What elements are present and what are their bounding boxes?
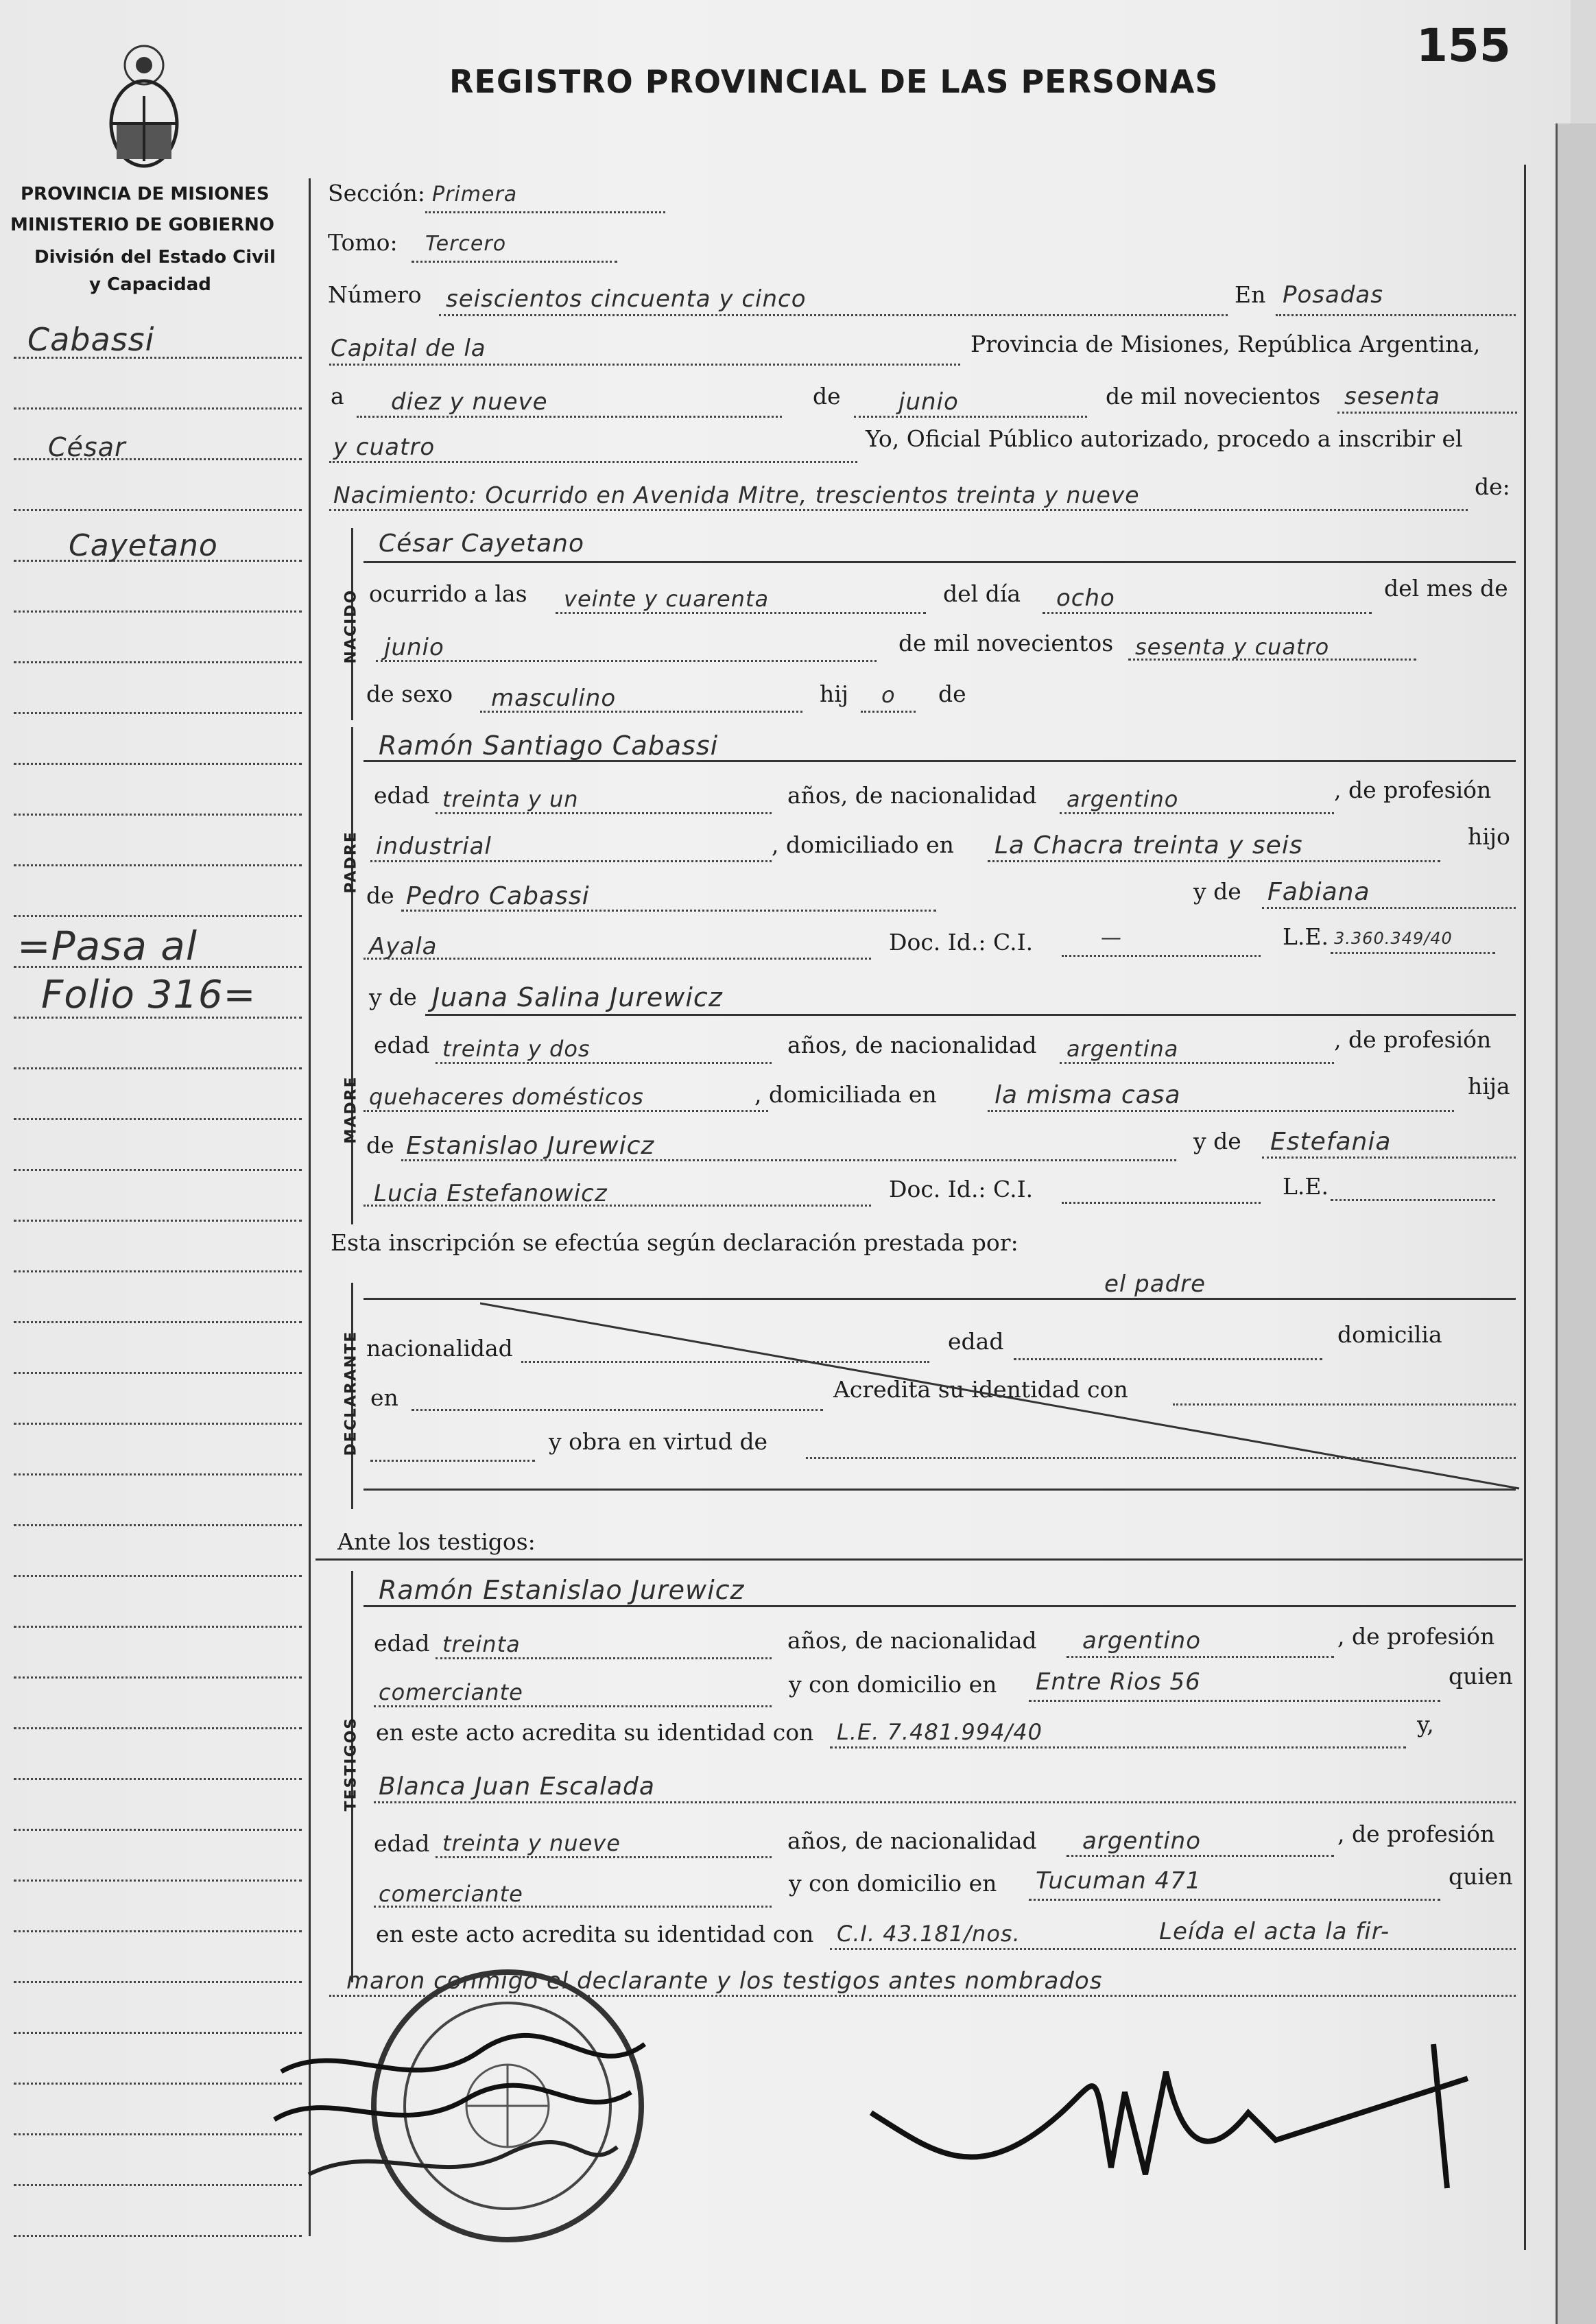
madre-section-label: MADRE: [342, 1076, 360, 1144]
padre-name-line: [364, 760, 1516, 762]
padre-dom-label: , domiciliado en: [772, 831, 954, 858]
padre-doc-label: Doc. Id.: C.I.: [889, 929, 1034, 956]
margin-ruled-line: [14, 610, 302, 613]
seccion-label: Sección:: [328, 180, 425, 206]
margin-ruled-line: [14, 2235, 302, 2237]
numero-line: [439, 314, 1228, 316]
margin-ruled-line: [14, 1778, 302, 1780]
madre-dom-line: [988, 1110, 1454, 1112]
margin-ruled-line: [14, 1676, 302, 1679]
padre-madre-line-1: [1262, 907, 1516, 909]
margin-ruled-line: [14, 1372, 302, 1374]
acto-value: Nacimiento: Ocurrido en Avenida Mitre, trescientos treinta y nueve: [333, 482, 1140, 508]
margin-ruled-line: [14, 1270, 302, 1272]
padre-madre-line-2: [364, 958, 871, 960]
margin-ruled-line: [14, 407, 302, 410]
hora-value: veinte y cuarenta: [564, 586, 770, 612]
testigo-2-acredita-label: en este acto acredita su identidad con: [376, 1921, 814, 1947]
madre-dom-label: , domiciliada en: [754, 1081, 937, 1108]
nacido-section-label: NACIDO: [342, 589, 360, 664]
madre-edad-label: edad: [374, 1032, 430, 1058]
margin-ruled-line: [14, 712, 302, 714]
padre-doc-line: [1062, 955, 1261, 957]
madre-nac-line: [1060, 1062, 1334, 1064]
testigos-top-line: [315, 1558, 1523, 1561]
margin-ruled-line: [14, 814, 302, 816]
witness-signatures: [261, 2024, 672, 2202]
margin-divider: [309, 178, 311, 2236]
madre-dom-value: la misma casa: [994, 1081, 1181, 1109]
nacido-mil-label: de mil novecientos: [898, 630, 1114, 656]
hij-suffix: o: [881, 682, 896, 708]
madre-padre-value: Estanislao Jurewicz: [406, 1132, 655, 1160]
issuer-ministry: MINISTERIO DE GOBIERNO: [10, 215, 275, 235]
hij-label: hij: [820, 680, 849, 707]
testigo-1-dom-value: Entre Rios 56: [1036, 1668, 1201, 1696]
en-label: En: [1235, 281, 1266, 308]
madre-prof-line: [364, 1110, 768, 1112]
capital-value: Capital de la: [331, 335, 486, 362]
closing-value: maron conmigo el declarante y los testigos antes nombrados: [346, 1967, 1103, 1995]
declarante-en-label: en: [370, 1384, 398, 1411]
madre-y-de-label: y de: [369, 984, 417, 1010]
nacido-anio-line: [1128, 659, 1416, 661]
testigo-2-edad-value: treinta y nueve: [442, 1830, 621, 1856]
testigo-1-edad-label: edad: [374, 1630, 430, 1657]
testigo-2-doc-line: [830, 1948, 1516, 1950]
de-label: de: [813, 383, 841, 410]
margin-ruled-line: [14, 1118, 302, 1120]
padre-y-de-label: y de: [1193, 878, 1241, 905]
de-colon: de:: [1475, 473, 1510, 500]
padre-le-value: 3.360.349/40: [1334, 929, 1453, 948]
issuer-capacity: y Capacidad: [89, 274, 211, 295]
del-dia-label: del día: [943, 580, 1021, 607]
nacido-dia-line: [1043, 612, 1372, 614]
testigo-2-quien-label: quien: [1449, 1863, 1513, 1890]
padre-nac-label: años, de nacionalidad: [787, 782, 1037, 809]
mil-label: de mil novecientos: [1106, 383, 1321, 410]
madre-de-label: de: [366, 1132, 394, 1159]
testigo-1-prof-value: comerciante: [379, 1679, 523, 1705]
leida-value: Leída el acta la fir-: [1159, 1918, 1390, 1945]
testigo-2-nac-line: [1067, 1855, 1334, 1857]
madre-madre-line-2: [364, 1205, 871, 1207]
testigo-1-prof-label: , de profesión: [1337, 1623, 1495, 1650]
madre-doc-label: Doc. Id.: C.I.: [889, 1176, 1034, 1202]
margin-ruled-line: [14, 1423, 302, 1425]
issuer-division: División del Estado Civil: [34, 247, 276, 268]
testigo-1-edad-value: treinta: [442, 1631, 521, 1657]
a-label: a: [331, 383, 344, 410]
margin-note-line-2: Folio 316=: [41, 973, 257, 1017]
hora-line: [556, 612, 926, 614]
padre-padre-line: [401, 910, 936, 912]
testigo-2-prof-value: comerciante: [379, 1881, 523, 1907]
testigo-1-nac-label: años, de nacionalidad: [787, 1627, 1037, 1654]
numero-value: seiscientos cincuenta y cinco: [446, 285, 807, 313]
testigo-1-acredita-label: en este acto acredita su identidad con: [376, 1719, 814, 1746]
declarante-section-label: DECLARANTE: [342, 1330, 360, 1456]
declarante-nac-label: nacionalidad: [366, 1335, 513, 1362]
margin-ruled-line: [14, 1575, 302, 1577]
margin-note-line-1: =Pasa al: [17, 923, 198, 969]
madre-doc-line: [1062, 1202, 1261, 1204]
madre-padre-line: [401, 1159, 1176, 1161]
padre-madre-value-2: Ayala: [369, 933, 438, 960]
testigo-1-nac-line: [1067, 1656, 1334, 1658]
padre-le-label: L.E.: [1283, 923, 1329, 950]
provincia-text: Provincia de Misiones, República Argentina,: [970, 331, 1481, 357]
numero-label: Número: [328, 281, 422, 308]
anio-line-1: [1337, 412, 1517, 414]
margin-name-2: Cayetano: [69, 528, 218, 563]
testigo-1-name-line: [364, 1605, 1516, 1607]
margin-ruled-line: [14, 2133, 302, 2135]
hij-line: [861, 711, 916, 713]
anio-value-2: y cuatro: [333, 434, 436, 461]
margin-ruled-line: [14, 2184, 302, 2186]
official-signature: [864, 2030, 1481, 2209]
testigo-1-nombre: Ramón Estanislao Jurewicz: [379, 1575, 745, 1605]
testigo-1-y-label: y,: [1417, 1711, 1434, 1738]
tomo-line: [412, 261, 617, 263]
padre-padre-value: Pedro Cabassi: [406, 882, 590, 910]
margin-surname: Cabassi: [27, 321, 155, 358]
page-edge: [1556, 123, 1596, 2324]
padre-prof-value: industrial: [376, 833, 492, 860]
testigo-2-nombre: Blanca Juan Escalada: [379, 1772, 655, 1801]
padre-edad-value: treinta y un: [442, 786, 579, 812]
padre-section-label: PADRE: [342, 831, 360, 894]
padre-le-line: [1331, 952, 1495, 954]
margin-ruled-line: [14, 661, 302, 663]
margin-ruled-line: [14, 763, 302, 765]
madre-edad-value: treinta y dos: [442, 1036, 591, 1062]
madre-name-line: [425, 1014, 1516, 1016]
testigo-2-edad-label: edad: [374, 1830, 430, 1857]
sexo-label: de sexo: [366, 680, 453, 707]
margin-ruled-line: [14, 1880, 302, 1882]
nacido-dia-value: ocho: [1056, 584, 1115, 612]
testigo-1-edad-line: [436, 1657, 772, 1659]
margin-ruled-line: [14, 1220, 302, 1222]
seccion-line: [425, 211, 665, 213]
testigo-1-dom-line: [1029, 1700, 1440, 1702]
en-value: Posadas: [1283, 281, 1383, 309]
testigo-1-nac-value: argentino: [1082, 1627, 1201, 1655]
margin-ruled-line: [14, 1981, 302, 1983]
madre-nac-label: años, de nacionalidad: [787, 1032, 1037, 1058]
sexo-line: [480, 711, 802, 713]
margin-ruled-line: [14, 1930, 302, 1932]
padre-nac-value: argentino: [1067, 786, 1179, 812]
tomo-value: Tercero: [425, 232, 507, 256]
en-line: [1276, 314, 1516, 316]
anio-value-1: sesenta: [1344, 383, 1440, 410]
declarante-obra-label: y obra en virtud de: [549, 1428, 768, 1455]
nacido-name-line: [364, 561, 1516, 563]
margin-ruled-line: [14, 2083, 302, 2085]
mes-line: [854, 416, 1087, 418]
padre-madre-value-1: Fabiana: [1267, 878, 1370, 906]
ocurrido-label: ocurrido a las: [369, 580, 527, 607]
page-title: REGISTRO PROVINCIAL DE LAS PERSONAS: [449, 63, 1219, 100]
testigo-2-doc-value: C.I. 43.181/nos.: [837, 1921, 1021, 1947]
dia-line: [357, 416, 782, 418]
declarante-acredita-label: Acredita su identidad con: [833, 1376, 1128, 1403]
testigo-1-quien-label: quien: [1449, 1663, 1513, 1689]
padre-edad-label: edad: [374, 782, 430, 809]
margin-ruled-line: [14, 509, 302, 511]
padre-prof-label: , de profesión: [1334, 776, 1492, 803]
nacido-mes-line: [376, 660, 877, 662]
madre-le-label: L.E.: [1283, 1173, 1329, 1200]
testigos-section-label: TESTIGOS: [342, 1716, 360, 1812]
testigo-1-doc-line: [830, 1746, 1406, 1748]
madre-madre-line-1: [1262, 1157, 1516, 1159]
madre-madre-value-1: Estefania: [1270, 1128, 1392, 1156]
declarante-edad-label: edad: [948, 1328, 1004, 1355]
declaracion-text: Esta inscripción se efectúa según declaración prestada por:: [331, 1229, 1019, 1256]
declaracion-value: el padre: [1104, 1270, 1206, 1298]
testigo-2-dom-line: [1029, 1899, 1440, 1901]
margin-ruled-line: [14, 1727, 302, 1729]
margin-ruled-line: [14, 1067, 302, 1069]
tomo-label: Tomo:: [328, 229, 398, 256]
padre-nombre: Ramón Santiago Cabassi: [379, 731, 719, 761]
nacido-mes-value: junio: [384, 634, 444, 661]
margin-ruled-line: [14, 864, 302, 866]
dia-value: diez y nueve: [391, 388, 548, 416]
madre-prof-value: quehaceres domésticos: [369, 1084, 644, 1110]
madre-prof-label: , de profesión: [1334, 1026, 1492, 1053]
testigo-2-prof-label: , de profesión: [1337, 1821, 1495, 1847]
del-mes-label: del mes de: [1384, 575, 1508, 602]
padre-prof-line: [370, 860, 772, 862]
mes-value: junio: [898, 388, 959, 416]
padre-nac-line: [1060, 812, 1334, 814]
madre-nombre: Juana Salina Jurewicz: [432, 982, 723, 1012]
madre-nac-value: argentina: [1067, 1036, 1179, 1062]
madre-le-line: [1331, 1199, 1495, 1201]
hija-label: hija: [1468, 1073, 1510, 1100]
madre-madre-value-2: Lucia Estefanowicz: [374, 1180, 608, 1207]
nacido-anio-value: sesenta y cuatro: [1135, 634, 1330, 660]
testigo-2-nac-label: años, de nacionalidad: [787, 1827, 1037, 1854]
testigo-2-dom-label: y con domicilio en: [789, 1870, 997, 1897]
testigo-2-prof-line: [374, 1906, 772, 1908]
margin-ruled-line: [14, 1829, 302, 1831]
capital-line: [329, 364, 960, 366]
margin-ruled-line: [14, 1473, 302, 1475]
declarante-strike-line: [480, 1296, 1523, 1495]
madre-y-de2-label: y de: [1193, 1128, 1241, 1154]
testigo-2-dom-value: Tucuman 471: [1036, 1867, 1202, 1895]
declarante-dom-label: domicilia: [1337, 1321, 1442, 1348]
margin-ruled-line: [14, 1321, 302, 1323]
testigos-intro: Ante los testigos:: [337, 1528, 536, 1555]
nacido-de-label: de: [938, 680, 966, 707]
margin-ruled-line: [14, 2032, 302, 2034]
hijo-label: hijo: [1468, 823, 1510, 850]
padre-dom-line: [988, 860, 1440, 862]
anio-line-2: [329, 461, 857, 463]
padre-de-label: de: [366, 882, 394, 909]
padre-edad-line: [436, 812, 772, 814]
madre-edad-line: [436, 1062, 772, 1064]
coat-of-arms-emblem: [103, 41, 185, 178]
testigo-2-nac-value: argentino: [1082, 1827, 1201, 1855]
acto-line: [329, 509, 1468, 511]
seccion-value: Primera: [432, 182, 518, 206]
oficial-text: Yo, Oficial Público autorizado, procedo a inscribir el: [866, 425, 1463, 452]
testigo-2-edad-line: [436, 1856, 772, 1858]
testigo-1-prof-line: [374, 1705, 772, 1707]
issuer-province: PROVINCIA DE MISIONES: [21, 184, 270, 204]
sexo-value: masculino: [491, 685, 617, 712]
testigo-1-doc-value: L.E. 7.481.994/40: [837, 1719, 1043, 1745]
margin-ruled-line: [14, 915, 302, 917]
padre-doc-value: —: [1101, 926, 1122, 950]
margin-name-1: César: [48, 432, 126, 462]
right-border: [1524, 165, 1526, 2250]
nacido-nombre: César Cayetano: [379, 530, 585, 558]
margin-ruled-line: [14, 1169, 302, 1171]
folio-number: 155: [1416, 19, 1511, 72]
testigo-2-name-line: [374, 1801, 1516, 1803]
margin-ruled-line: [14, 1626, 302, 1628]
padre-dom-value: La Chacra treinta y seis: [994, 831, 1303, 859]
margin-ruled-line: [14, 1524, 302, 1526]
testigo-1-dom-label: y con domicilio en: [789, 1671, 997, 1698]
